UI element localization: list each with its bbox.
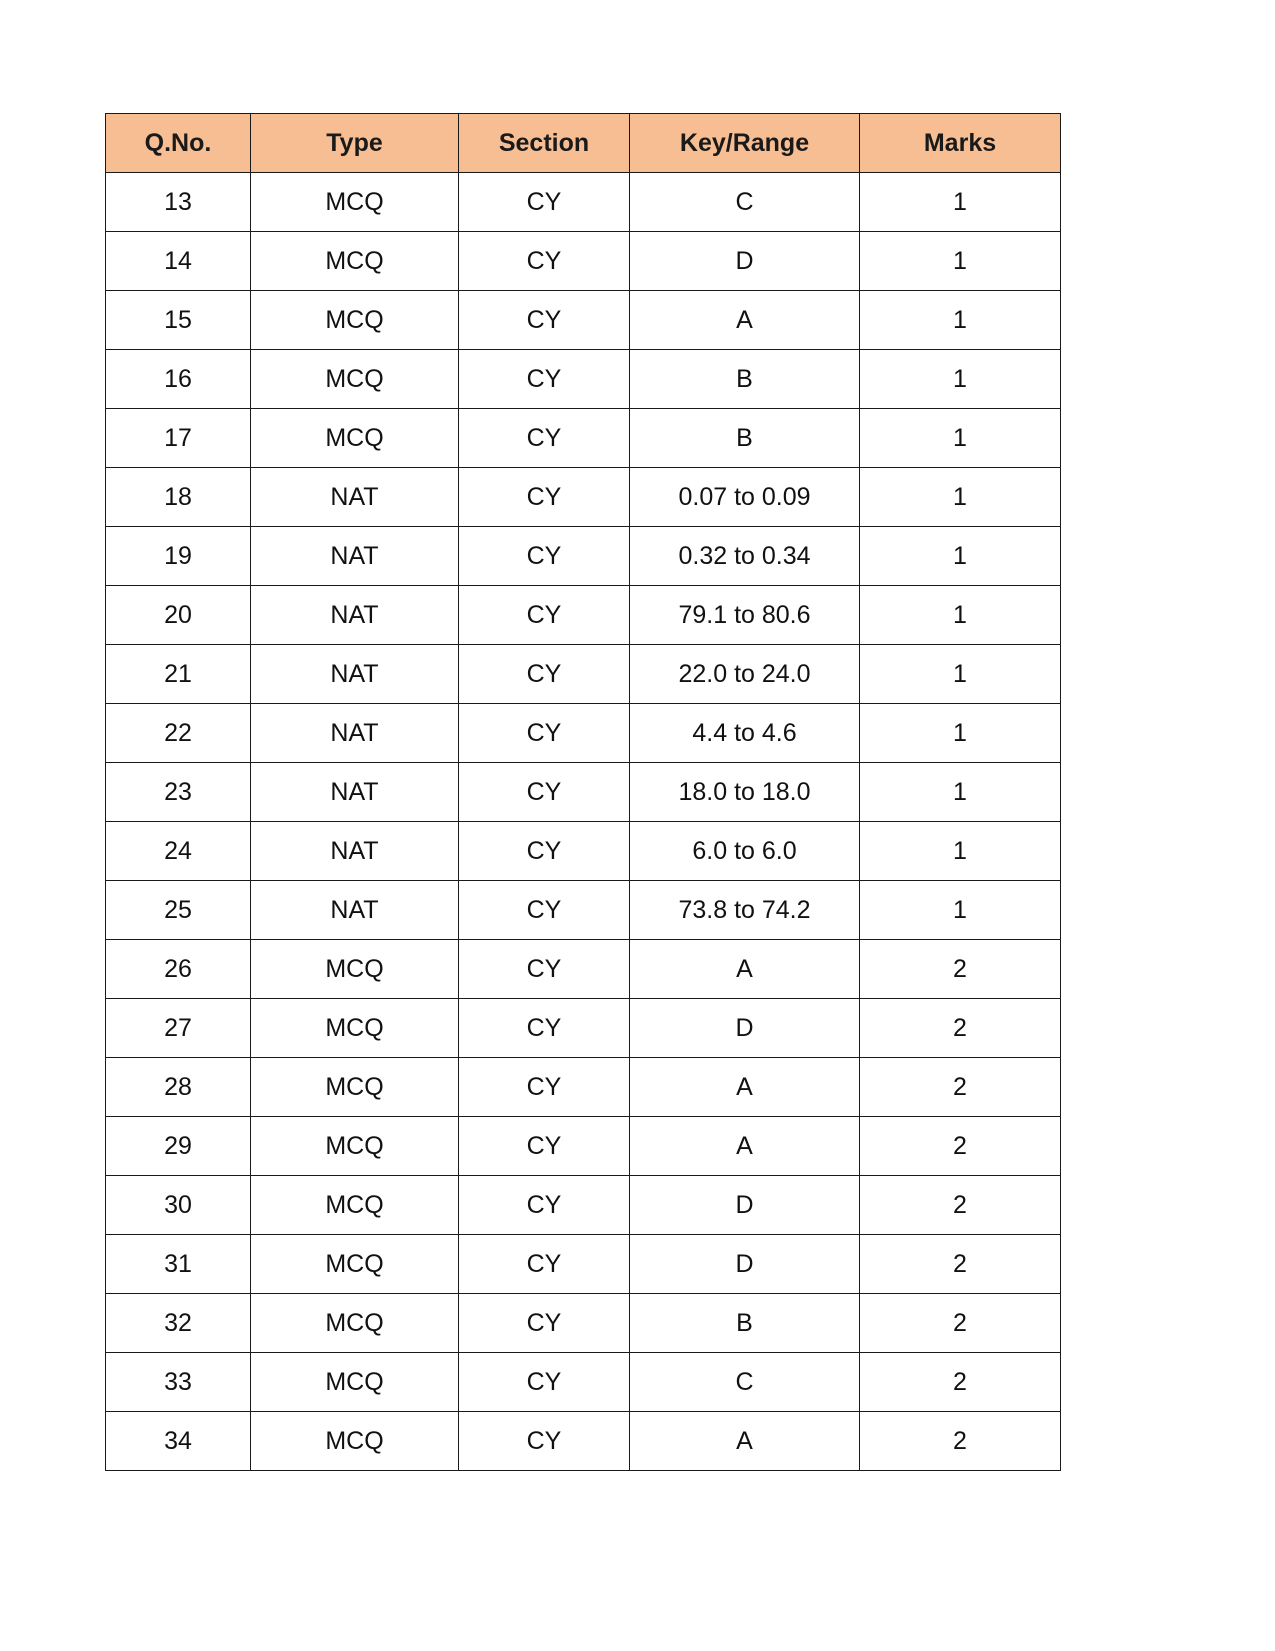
cell-section: CY — [459, 1058, 630, 1117]
cell-key-range: D — [630, 1235, 860, 1294]
header-section: Section — [459, 114, 630, 173]
cell-type: NAT — [251, 645, 459, 704]
cell-type: MCQ — [251, 409, 459, 468]
cell-marks: 1 — [860, 232, 1061, 291]
cell-section: CY — [459, 232, 630, 291]
cell-marks: 1 — [860, 527, 1061, 586]
cell-marks: 1 — [860, 291, 1061, 350]
cell-type: MCQ — [251, 291, 459, 350]
cell-key-range: 22.0 to 24.0 — [630, 645, 860, 704]
cell-section: CY — [459, 704, 630, 763]
cell-qno: 16 — [106, 350, 251, 409]
cell-key-range: A — [630, 1058, 860, 1117]
cell-marks: 1 — [860, 468, 1061, 527]
cell-marks: 2 — [860, 940, 1061, 999]
cell-qno: 19 — [106, 527, 251, 586]
table-header — [106, 114, 1061, 173]
cell-type: NAT — [251, 704, 459, 763]
cell-type: MCQ — [251, 1412, 459, 1471]
cell-qno: 14 — [106, 232, 251, 291]
cell-key-range: D — [630, 1176, 860, 1235]
table-row — [106, 350, 1061, 409]
table-row — [106, 1117, 1061, 1176]
cell-type: MCQ — [251, 1058, 459, 1117]
cell-section: CY — [459, 1235, 630, 1294]
cell-qno: 29 — [106, 1117, 251, 1176]
cell-qno: 15 — [106, 291, 251, 350]
table-row — [106, 940, 1061, 999]
cell-key-range: D — [630, 232, 860, 291]
cell-section: CY — [459, 527, 630, 586]
table-row — [106, 1294, 1061, 1353]
cell-key-range: A — [630, 940, 860, 999]
cell-section: CY — [459, 763, 630, 822]
cell-section: CY — [459, 350, 630, 409]
cell-marks: 1 — [860, 350, 1061, 409]
cell-type: MCQ — [251, 999, 459, 1058]
cell-type: NAT — [251, 881, 459, 940]
table-row — [106, 881, 1061, 940]
header-marks: Marks — [860, 114, 1061, 173]
cell-key-range: B — [630, 350, 860, 409]
cell-type: MCQ — [251, 1353, 459, 1412]
cell-marks: 2 — [860, 999, 1061, 1058]
cell-section: CY — [459, 1353, 630, 1412]
cell-key-range: A — [630, 1412, 860, 1471]
header-type: Type — [251, 114, 459, 173]
cell-type: MCQ — [251, 1294, 459, 1353]
table-row — [106, 645, 1061, 704]
cell-type: MCQ — [251, 1117, 459, 1176]
cell-marks: 1 — [860, 763, 1061, 822]
cell-qno: 26 — [106, 940, 251, 999]
table-row — [106, 291, 1061, 350]
cell-qno: 17 — [106, 409, 251, 468]
cell-marks: 2 — [860, 1412, 1061, 1471]
cell-type: NAT — [251, 527, 459, 586]
cell-key-range: 4.4 to 4.6 — [630, 704, 860, 763]
cell-qno: 13 — [106, 173, 251, 232]
cell-section: CY — [459, 999, 630, 1058]
cell-type: NAT — [251, 586, 459, 645]
cell-section: CY — [459, 1176, 630, 1235]
cell-type: NAT — [251, 763, 459, 822]
cell-qno: 22 — [106, 704, 251, 763]
cell-type: MCQ — [251, 173, 459, 232]
cell-key-range: 18.0 to 18.0 — [630, 763, 860, 822]
cell-type: MCQ — [251, 232, 459, 291]
cell-marks: 1 — [860, 586, 1061, 645]
cell-qno: 32 — [106, 1294, 251, 1353]
table-row — [106, 763, 1061, 822]
table-row — [106, 409, 1061, 468]
cell-qno: 23 — [106, 763, 251, 822]
cell-qno: 30 — [106, 1176, 251, 1235]
cell-marks: 2 — [860, 1353, 1061, 1412]
table-row — [106, 999, 1061, 1058]
cell-section: CY — [459, 1117, 630, 1176]
cell-section: CY — [459, 291, 630, 350]
cell-marks: 1 — [860, 704, 1061, 763]
cell-section: CY — [459, 173, 630, 232]
table-row — [106, 173, 1061, 232]
cell-section: CY — [459, 822, 630, 881]
cell-type: MCQ — [251, 350, 459, 409]
cell-key-range: C — [630, 173, 860, 232]
table-row — [106, 468, 1061, 527]
cell-key-range: A — [630, 291, 860, 350]
table-row — [106, 1235, 1061, 1294]
cell-qno: 33 — [106, 1353, 251, 1412]
cell-qno: 34 — [106, 1412, 251, 1471]
cell-section: CY — [459, 881, 630, 940]
cell-marks: 1 — [860, 409, 1061, 468]
cell-section: CY — [459, 468, 630, 527]
cell-type: MCQ — [251, 940, 459, 999]
cell-key-range: A — [630, 1117, 860, 1176]
cell-key-range: B — [630, 409, 860, 468]
table-row — [106, 822, 1061, 881]
cell-type: NAT — [251, 468, 459, 527]
cell-marks: 2 — [860, 1294, 1061, 1353]
header-key-range: Key/Range — [630, 114, 860, 173]
cell-qno: 31 — [106, 1235, 251, 1294]
table-row — [106, 1412, 1061, 1471]
cell-qno: 24 — [106, 822, 251, 881]
cell-type: MCQ — [251, 1235, 459, 1294]
cell-key-range: 79.1 to 80.6 — [630, 586, 860, 645]
cell-qno: 25 — [106, 881, 251, 940]
header-qno: Q.No. — [106, 114, 251, 173]
cell-marks: 2 — [860, 1176, 1061, 1235]
cell-marks: 2 — [860, 1058, 1061, 1117]
cell-key-range: D — [630, 999, 860, 1058]
table-row — [106, 232, 1061, 291]
cell-marks: 2 — [860, 1117, 1061, 1176]
table-body — [106, 173, 1061, 1471]
table-row — [106, 527, 1061, 586]
cell-qno: 18 — [106, 468, 251, 527]
cell-marks: 2 — [860, 1235, 1061, 1294]
cell-section: CY — [459, 1294, 630, 1353]
cell-key-range: B — [630, 1294, 860, 1353]
cell-section: CY — [459, 645, 630, 704]
cell-marks: 1 — [860, 881, 1061, 940]
table-row — [106, 1058, 1061, 1117]
cell-section: CY — [459, 409, 630, 468]
table-row — [106, 704, 1061, 763]
cell-qno: 20 — [106, 586, 251, 645]
cell-qno: 28 — [106, 1058, 251, 1117]
cell-key-range: C — [630, 1353, 860, 1412]
cell-marks: 1 — [860, 822, 1061, 881]
cell-key-range: 0.07 to 0.09 — [630, 468, 860, 527]
table-row — [106, 1353, 1061, 1412]
cell-marks: 1 — [860, 173, 1061, 232]
cell-qno: 21 — [106, 645, 251, 704]
cell-section: CY — [459, 586, 630, 645]
cell-type: NAT — [251, 822, 459, 881]
cell-key-range: 73.8 to 74.2 — [630, 881, 860, 940]
table-row — [106, 1176, 1061, 1235]
cell-section: CY — [459, 1412, 630, 1471]
cell-marks: 1 — [860, 645, 1061, 704]
cell-type: MCQ — [251, 1176, 459, 1235]
cell-section: CY — [459, 940, 630, 999]
cell-key-range: 0.32 to 0.34 — [630, 527, 860, 586]
table-row — [106, 586, 1061, 645]
header-row — [106, 114, 1061, 173]
answer-key-table — [105, 113, 1061, 1471]
cell-key-range: 6.0 to 6.0 — [630, 822, 860, 881]
cell-qno: 27 — [106, 999, 251, 1058]
